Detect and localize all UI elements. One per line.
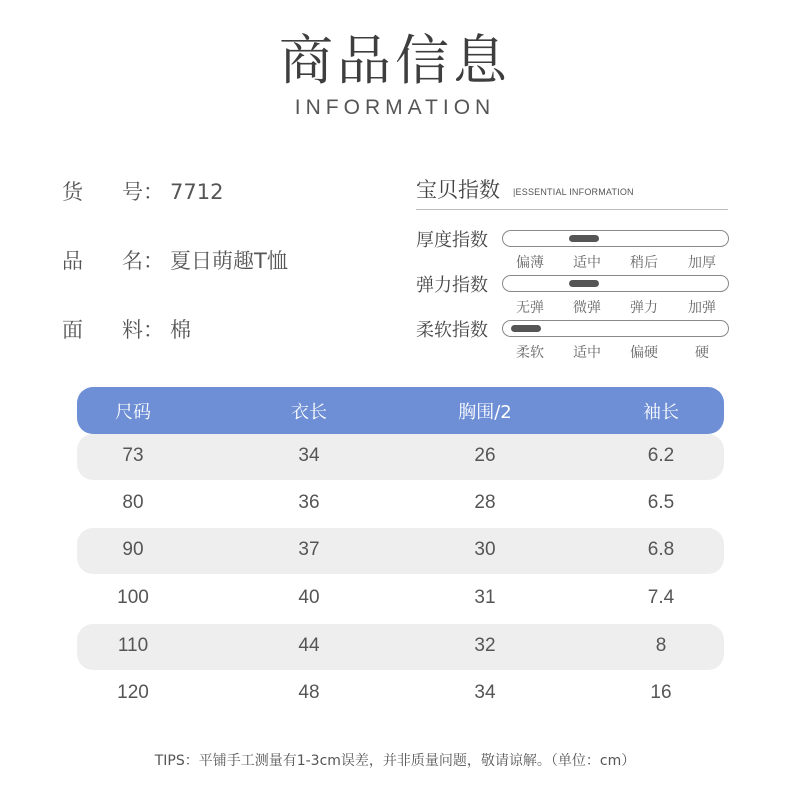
info-key-b: 料： xyxy=(122,318,164,342)
tips-note: TIPS：平铺手工测量有1-3cm误差，并非质量问题，敬请谅解。（单位：cm） xyxy=(154,753,636,769)
table-row xyxy=(77,481,724,527)
table-cell: 6.5 xyxy=(647,492,675,513)
page-title: 商品信息 xyxy=(279,29,511,92)
table-cell: 26 xyxy=(474,445,496,466)
gauge-option: 偏硬 xyxy=(630,345,658,361)
gauge-option: 无弹 xyxy=(516,300,544,316)
table-cell: 44 xyxy=(298,635,320,656)
gauge-option: 偏薄 xyxy=(516,255,544,271)
gauge-option: 加厚 xyxy=(688,255,716,271)
gauge-label: 柔软指数 xyxy=(416,320,488,341)
table-header xyxy=(77,387,724,434)
index-title: 宝贝指数 xyxy=(416,178,500,202)
column-header: 袖长 xyxy=(643,402,679,423)
gauge-options xyxy=(514,252,728,270)
table-cell: 48 xyxy=(298,682,320,703)
table-row xyxy=(77,434,724,480)
table-cell: 16 xyxy=(650,682,672,703)
gauge-knob xyxy=(569,235,599,242)
table-cell: 110 xyxy=(117,635,149,656)
table-cell: 7.4 xyxy=(647,587,675,608)
gauge-track xyxy=(502,320,729,337)
index-header xyxy=(416,174,728,210)
gauge-track xyxy=(502,275,729,292)
table-cell: 100 xyxy=(117,587,149,608)
table-cell: 31 xyxy=(474,587,496,608)
info-key-a: 货 xyxy=(62,180,83,204)
info-row-material xyxy=(62,314,191,344)
table-row xyxy=(77,528,724,574)
gauge-track xyxy=(502,230,729,247)
table-cell: 40 xyxy=(298,587,320,608)
info-value: 7712 xyxy=(170,180,224,204)
info-key-a: 面 xyxy=(62,318,83,342)
table-cell: 73 xyxy=(122,445,144,466)
table-cell: 6.2 xyxy=(647,445,675,466)
gauge-options xyxy=(514,342,728,360)
gauge-option: 弹力 xyxy=(630,300,658,316)
gauge-knob xyxy=(511,325,541,332)
page-subtitle: INFORMATION xyxy=(294,96,496,119)
info-key-b: 号： xyxy=(122,180,164,204)
table-cell: 8 xyxy=(655,635,667,656)
gauge-options xyxy=(514,297,728,315)
column-header: 胸围/2 xyxy=(458,402,512,423)
table-row xyxy=(77,624,724,670)
table-cell: 34 xyxy=(474,682,496,703)
gauge-knob xyxy=(569,280,599,287)
info-value: 棉 xyxy=(170,318,191,342)
gauge-option: 加弹 xyxy=(688,300,716,316)
gauge-option: 适中 xyxy=(573,255,601,271)
table-cell: 28 xyxy=(474,492,496,513)
info-value: 夏日萌趣T恤 xyxy=(170,249,288,273)
table-cell: 120 xyxy=(117,682,149,703)
gauge-label: 厚度指数 xyxy=(416,230,488,251)
info-row-item-number xyxy=(62,176,223,206)
table-cell: 6.8 xyxy=(647,539,675,560)
table-cell: 36 xyxy=(298,492,320,513)
gauge-option: 硬 xyxy=(695,345,709,361)
gauge-label: 弹力指数 xyxy=(416,275,488,296)
table-cell: 90 xyxy=(122,539,144,560)
gauge-option: 稍后 xyxy=(630,255,658,271)
gauge-option: 微弹 xyxy=(573,300,601,316)
table-row xyxy=(77,671,724,717)
info-row-product-name xyxy=(62,245,288,275)
table-cell: 37 xyxy=(298,539,320,560)
info-key-a: 品 xyxy=(62,249,83,273)
gauge-option: 适中 xyxy=(573,345,601,361)
table-row xyxy=(77,576,724,622)
column-header: 尺码 xyxy=(115,402,151,423)
table-cell: 30 xyxy=(474,539,496,560)
table-cell: 80 xyxy=(122,492,144,513)
table-cell: 34 xyxy=(298,445,320,466)
index-title-en: |ESSENTIAL INFORMATION xyxy=(513,187,634,197)
gauge-option: 柔软 xyxy=(516,345,544,361)
column-header: 衣长 xyxy=(291,402,327,423)
info-key-b: 名： xyxy=(122,249,164,273)
table-cell: 32 xyxy=(474,635,496,656)
